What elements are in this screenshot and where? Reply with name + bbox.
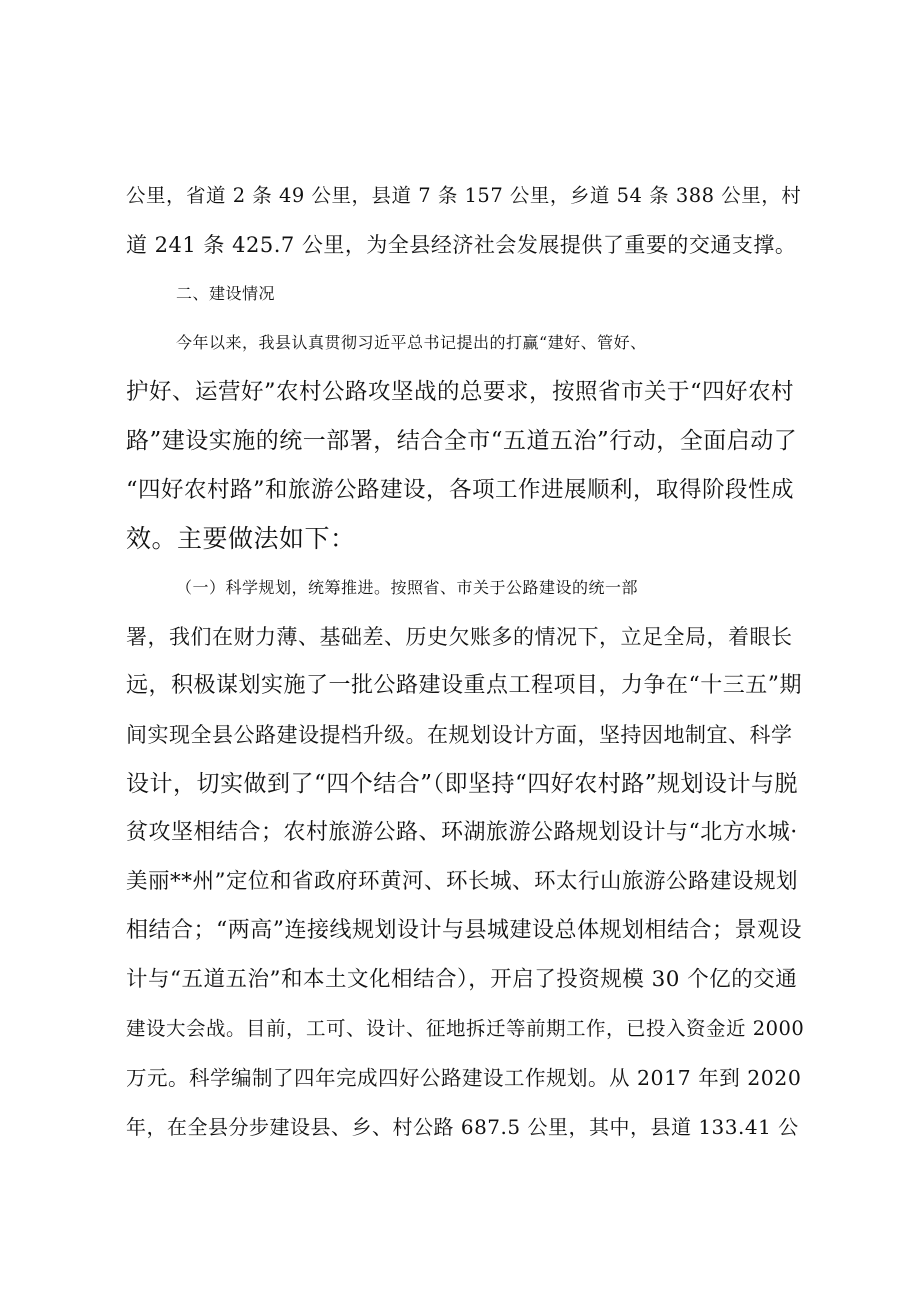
paragraph-line: 建设大会战。目前，工可、设计、征地拆迁等前期工作，已投入资金近 2000 [126, 1017, 805, 1040]
paragraph-line: 万元。科学编制了四年完成四好公路建设工作规划。从 2017 年到 2020 [126, 1066, 802, 1090]
subsection-line: （一）科学规划，统筹推进。按照省、市关于公路建设的统一部 [176, 578, 639, 597]
paragraph-line: 计与“五道五治”和本土文化相结合），开启了投资规模 30 个亿的交通 [126, 967, 798, 992]
paragraph-line: 远，积极谋划实施了一批公路建设重点工程项目，力争在“十三五”期 [126, 673, 802, 698]
paragraph-line: 年，在全县分步建设县、乡、村公路 687.5 公里，其中，县道 133.41 公 [126, 1115, 799, 1139]
paragraph-line: 美丽**州”定位和省政府环黄河、环长城、环太行山旅游公路建设规划 [126, 869, 798, 894]
paragraph-line: 署，我们在财力薄、基础差、历史欠账多的情况下，立足全局，着眼长 [126, 625, 793, 649]
paragraph-line: 路”建设实施的统一部署，结合全市“五道五治”行动，全面启动了 [126, 428, 798, 454]
section-heading: 二、建设情况 [176, 284, 276, 303]
paragraph-line: 贫攻坚相结合；农村旅游公路、环湖旅游公路规划设计与“北方水城· [126, 820, 798, 845]
paragraph-line: 公里，省道 2 条 49 公里，县道 7 条 157 公里，乡道 54 条 388 公里，村 [126, 184, 802, 207]
paragraph-line: 间实现全县公路建设提档升级。在规划设计方面，坚持因地制宜、科学 [126, 723, 793, 747]
paragraph-line: 护好、运营好”农村公路攻坚战的总要求，按照省市关于“四好农村 [126, 379, 795, 405]
paragraph-line: 相结合；“两高”连接线规划设计与县城建设总体规划相结合；景观设 [126, 918, 802, 943]
paragraph-line: “四好农村路”和旅游公路建设，各项工作进展顺利，取得阶段性成 [126, 477, 795, 503]
paragraph-line: 道 241 条 425.7 公里，为全县经济社会发展提供了重要的交通支撑。 [126, 233, 797, 257]
paragraph-line: 效。主要做法如下： [126, 524, 356, 553]
paragraph-line: 今年以来，我县认真贯彻习近平总书记提出的打赢“建好、管好、 [176, 333, 647, 352]
paragraph-line: 设计，切实做到了“四个结合”（即坚持“四好农村路”规划设计与脱 [126, 771, 799, 797]
